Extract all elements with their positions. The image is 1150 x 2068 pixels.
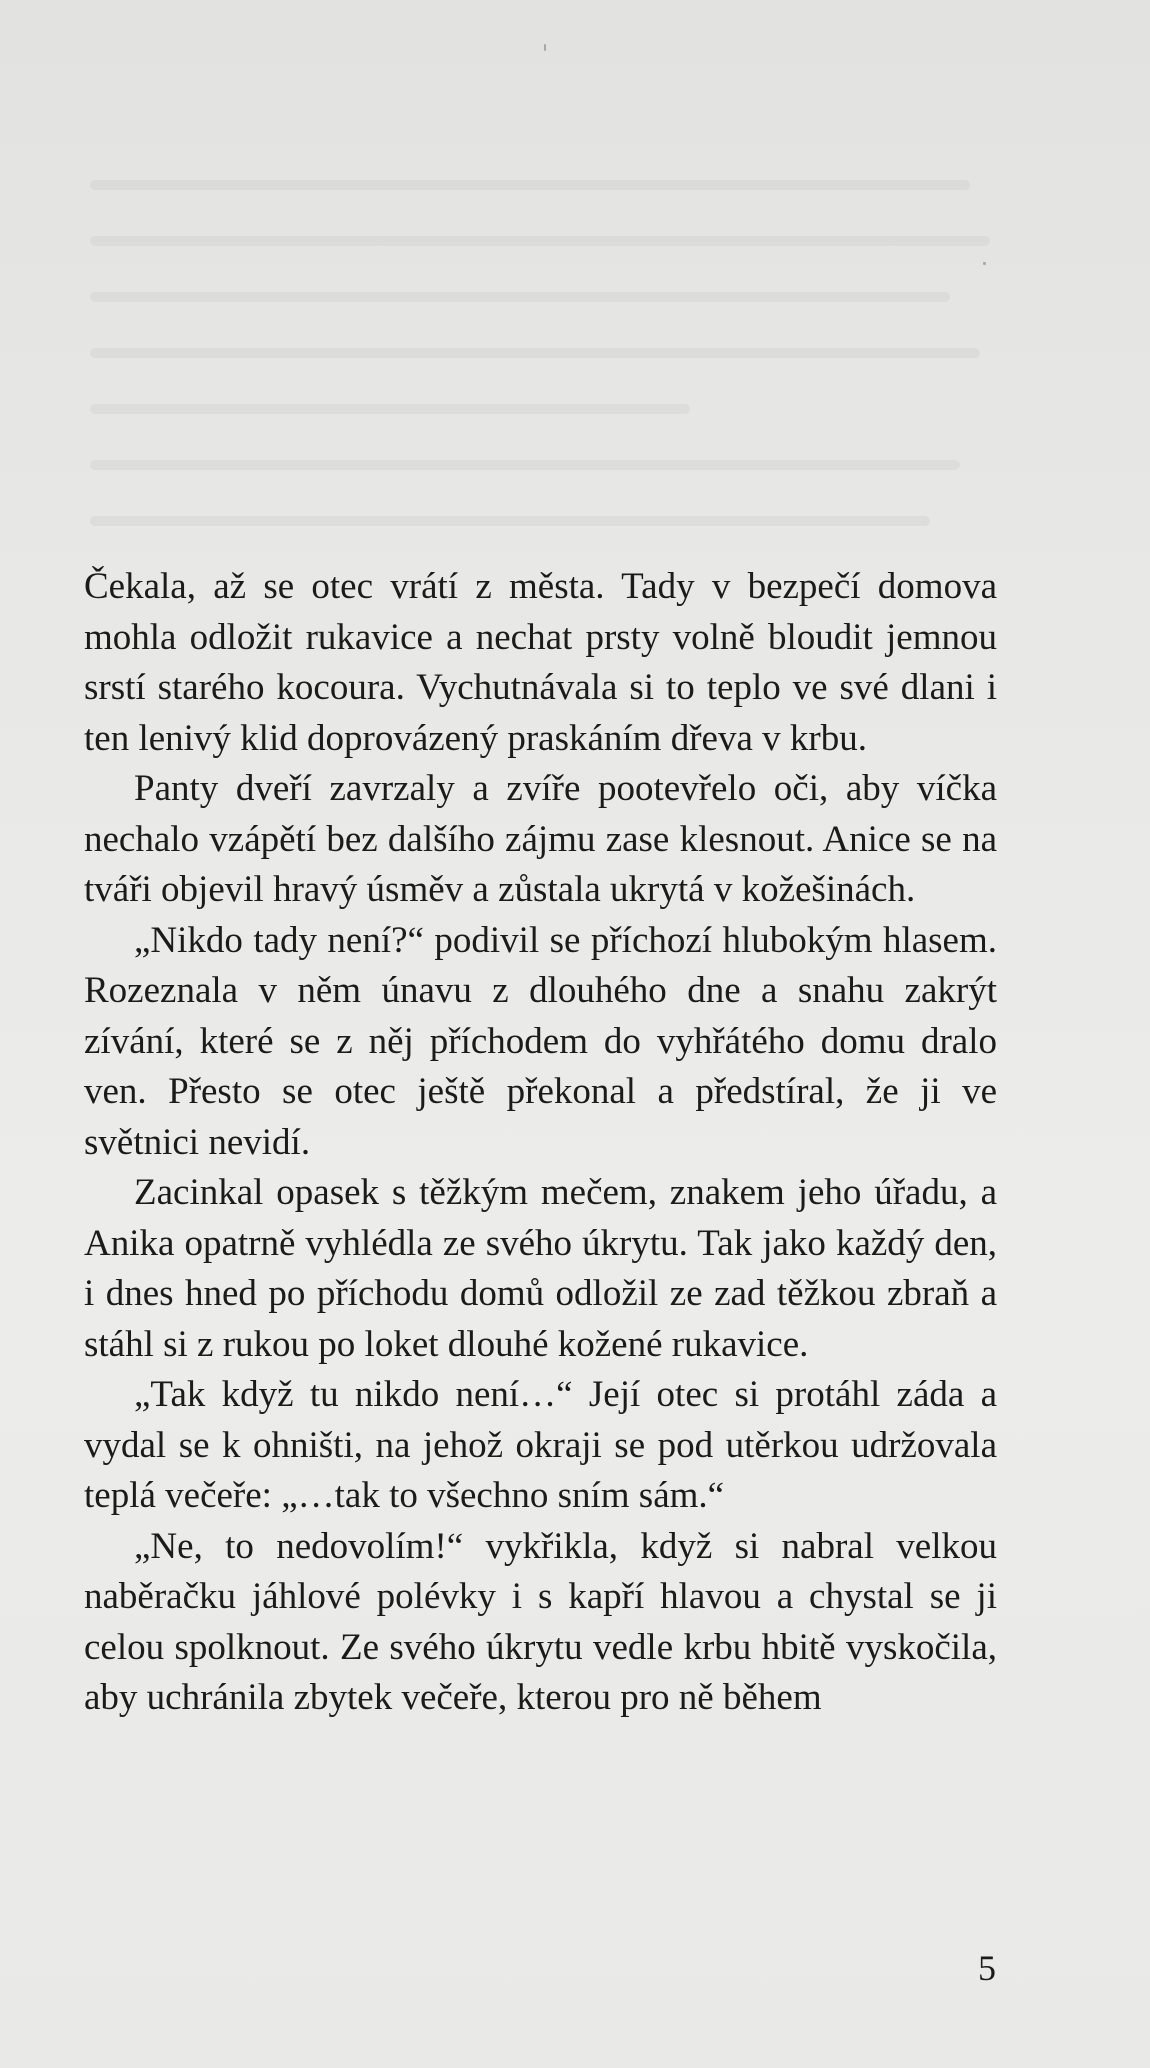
page-number: 5 [978, 1948, 996, 1988]
show-through-line [90, 292, 950, 302]
show-through-line [90, 516, 930, 526]
show-through-line [90, 348, 980, 358]
show-through-line [90, 460, 960, 470]
paragraph: Zacinkal opasek s těžkým mečem, znakem jeho úřadu, a Anika opatrně vyhlédla ze svého úkrytu. Tak jako každý den, i dnes hned po příchodu domů odložil ze zad těžkou zbraň a stáhl si z rukou po loket dlouhé kožené rukavice. [84, 1172, 997, 1365]
paragraph: „Nikdo tady není?“ podivil se příchozí hlubokým hlasem. Rozeznala v něm únavu z dlouhého dne a snahu zakrýt zívání, které se z něj příchodem do vyhřátého domu dralo ven. Přesto se otec ještě překonal a předstíral, že ji ve světnici nevidí. [84, 919, 997, 1163]
paragraph: Panty dveří zavrzaly a zvíře pootevřelo oči, aby víčka nechalo vzápětí bez dalšího zájmu zase klesnout. Anice se na tváři objevil hravý úsměv a zůstala ukrytá v kožešinách. [84, 768, 997, 910]
show-through-line [90, 236, 990, 246]
paper-speck [983, 262, 986, 265]
paragraph: „Tak když tu nikdo není…“ Její otec si protáhl záda a vydal se k ohništi, na jehož okraji se pod utěrkou udržovala teplá večeře: „…tak to všechno sním sám.“ [84, 1374, 997, 1516]
paragraph: Čekala, až se otec vrátí z města. Tady v bezpečí domova mohla odložit rukavice a nechat prsty volně bloudit jemnou srstí starého kocoura. Vychutnávala si to teplo ve své dlani i ten lenivý klid doprovázený praskáním dřeva v krbu. [84, 566, 997, 759]
paper-speck [544, 44, 546, 51]
body-text [84, 562, 997, 1724]
show-through-line [90, 404, 690, 414]
show-through-line [90, 180, 970, 190]
paragraph: „Ne, to nedovolím!“ vykřikla, když si nabral velkou naběračku jáhlové polévky i s kapří hlavou a chystal se ji celou spolknout. Ze svého úkrytu vedle krbu hbitě vyskočila, aby uchránila zbytek večeře, kterou pro ně během [84, 1525, 997, 1718]
